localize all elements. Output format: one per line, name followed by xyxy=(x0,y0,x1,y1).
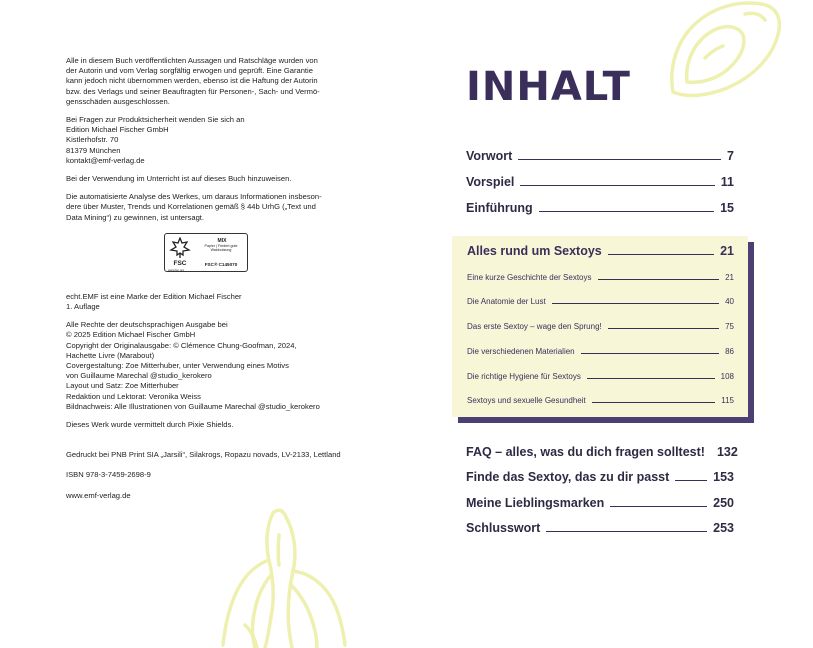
imprint-paragraph xyxy=(66,420,366,430)
toc-leader-line xyxy=(539,211,714,212)
toc-entry-label: Finde das Sextoy, das zu dir passt xyxy=(466,470,670,484)
imprint-line: gensschäden ausgeschlossen. xyxy=(66,96,170,106)
banana-illustration xyxy=(215,505,350,648)
imprint-line: Edition Michael Fischer GmbH xyxy=(66,125,169,135)
isbn: ISBN 978-3-7459-2698-9 xyxy=(66,470,151,480)
toc-subentry xyxy=(467,347,734,356)
imprint-line: echt.EMF ist eine Marke der Edition Michael Fischer xyxy=(66,291,242,301)
toc-leader-line xyxy=(546,531,707,532)
toc-leader-line xyxy=(587,378,715,379)
toc-subentry-label: Das erste Sextoy – wage den Sprung! xyxy=(467,322,602,331)
toc-subentry xyxy=(467,396,734,405)
toc-entry-page: 132 xyxy=(716,445,738,459)
toc-entry-page: 21 xyxy=(720,244,734,258)
toc-entry-page: 253 xyxy=(713,521,734,535)
imprint-paragraph xyxy=(66,56,366,107)
page-title: INHALT xyxy=(466,64,631,110)
imprint-line: Bildnachweis: Alle Illustrationen von Guillaume Marechal @studio_kerokero xyxy=(66,401,320,411)
fsc-description: Papier | Fördert gute Waldnutzung xyxy=(204,243,238,253)
toc-leader-line xyxy=(592,402,715,403)
toc-entry-page: 153 xyxy=(713,470,734,484)
imprint-paragraph xyxy=(66,174,366,184)
publisher-website: www.emf-verlag.de xyxy=(66,490,131,500)
imprint-line: Hachette Livre (Marabout) xyxy=(66,350,155,360)
fsc-mix: MIX xyxy=(217,237,227,244)
imprint-line: Kistlerhofstr. 70 xyxy=(66,135,119,145)
toc-subentry-label: Die richtige Hygiene für Sextoys xyxy=(467,372,581,381)
toc-entry xyxy=(466,201,734,215)
contact-email: kontakt@emf-verlag.de xyxy=(66,155,145,165)
imprint-text xyxy=(66,56,366,501)
toc-leader-line xyxy=(608,328,719,329)
chapter-heading xyxy=(467,244,734,258)
imprint-line: bzw. des Verlags und seiner Beauftragten für Personen-, Sach- und Vermö- xyxy=(66,86,320,96)
imprint-line: © 2025 Edition Michael Fischer GmbH xyxy=(66,330,196,340)
imprint-line: Alle in diesem Buch veröffentlichten Aussagen und Ratschläge wurden von xyxy=(66,56,318,65)
fsc-website: www.fsc.org xyxy=(168,267,185,272)
edition-line: 1. Auflage xyxy=(66,302,100,312)
toc-subentry xyxy=(467,273,734,282)
toc-leader-line xyxy=(520,185,714,186)
toc-entry-label: Alles rund um Sextoys xyxy=(467,244,602,258)
fsc-brand: FSC xyxy=(173,259,187,267)
imprint-paragraph xyxy=(66,450,366,460)
toc-entry-label: FAQ – alles, was du dich fragen solltest! xyxy=(466,445,705,459)
toc-subentry-page: 86 xyxy=(725,347,734,356)
toc-leader-line xyxy=(552,303,719,304)
toc-leader-line xyxy=(598,279,720,280)
toc-entry-page: 11 xyxy=(720,175,734,189)
imprint-line: Alle Rechte der deutschsprachigen Ausgabe bei xyxy=(66,320,228,330)
imprint-paragraph xyxy=(66,292,366,312)
toc-leader-line xyxy=(610,506,707,507)
toc-entry xyxy=(466,149,734,163)
toc-entry-page: 15 xyxy=(720,201,734,215)
toc-entry-label: Vorwort xyxy=(466,149,513,163)
imprint-line: Covergestaltung: Zoe Mitterhuber, unter Verwendung eines Motivs xyxy=(66,361,289,371)
sextoy-outline-illustration xyxy=(665,0,783,100)
imprint-paragraph xyxy=(66,320,366,412)
toc-subentry xyxy=(467,322,734,331)
chapter-box xyxy=(452,236,748,417)
toc-entry-label: Schlusswort xyxy=(466,521,541,535)
toc-entry xyxy=(466,521,734,535)
imprint-line: Layout und Satz: Zoe Mitterhuber xyxy=(66,381,179,391)
imprint-paragraph xyxy=(66,192,366,223)
toc-leader-line xyxy=(518,159,721,160)
toc-entry-label: Meine Lieblingsmarken xyxy=(466,496,605,510)
toc-subentry xyxy=(467,372,734,381)
toc-subentry-label: Die verschiedenen Materialien xyxy=(467,347,575,356)
imprint-line: Die automatisierte Analyse des Werkes, um daraus Informationen insbeson- xyxy=(66,192,322,202)
imprint-line: Data Mining“) zu gewinnen, ist untersagt. xyxy=(66,212,205,222)
toc-subentry-page: 40 xyxy=(725,297,734,306)
toc-subentry-label: Die Anatomie der Lust xyxy=(467,297,546,306)
imprint-line: Copyright der Originalausgabe: © Clémence Chung-Goofman, 2024, xyxy=(66,340,297,350)
fsc-tree-icon xyxy=(169,237,191,267)
toc-entry xyxy=(466,470,734,484)
toc-subentry-page: 108 xyxy=(720,372,734,381)
toc-subentry-page: 115 xyxy=(721,396,734,405)
fsc-logo xyxy=(164,233,248,272)
imprint-line: dere über Muster, Trends und Korrelationen gemäß § 44b UrhG („Text und xyxy=(66,202,316,212)
toc-entry-label: Vorspiel xyxy=(466,175,515,189)
toc-entry-label: Einführung xyxy=(466,201,533,215)
imprint-line: kann jedoch nicht übernommen werden, ebenso ist die Haftung der Autorin xyxy=(66,76,318,86)
toc-subentry-page: 75 xyxy=(725,322,734,331)
toc-leader-line xyxy=(675,480,707,481)
imprint-paragraph xyxy=(66,470,366,480)
toc-subentry xyxy=(467,297,734,306)
toc-entry-page: 250 xyxy=(713,496,734,510)
imprint-line: Dieses Werk wurde vermittelt durch Pixie Shields. xyxy=(66,420,234,430)
printer-line: Gedruckt bei PNB Print SIA „Jarsili“, Silakrogs, Ropazu novads, LV-2133, Lettland xyxy=(66,450,341,460)
toc-subentry-label: Eine kurze Geschichte der Sextoys xyxy=(467,273,592,282)
toc-subentry-label: Sextoys und sexuelle Gesundheit xyxy=(467,396,586,405)
toc-entry xyxy=(466,496,734,510)
imprint-paragraph xyxy=(66,491,366,501)
imprint-line: von Guillaume Marechal @studio_kerokero xyxy=(66,371,212,381)
toc-entry-page: 7 xyxy=(727,149,734,163)
imprint-line: Redaktion und Lektorat: Veronika Weiss xyxy=(66,391,201,401)
imprint-line: Bei Fragen zur Produktsicherheit wenden Sie sich an xyxy=(66,115,245,125)
fsc-code: FSC® C145070 xyxy=(204,261,238,267)
imprint-line: Bei der Verwendung im Unterricht ist auf dieses Buch hinzuweisen. xyxy=(66,174,292,184)
toc-entry xyxy=(466,175,734,189)
toc-leader-line xyxy=(608,254,714,255)
imprint-line: der Autorin und vom Verlag sorgfältig erwogen und geprüft. Eine Garantie xyxy=(66,66,313,76)
toc-leader-line xyxy=(581,353,719,354)
toc-entry xyxy=(466,445,738,459)
imprint-paragraph xyxy=(66,115,366,166)
imprint-line: 81379 München xyxy=(66,145,121,155)
toc-subentry-page: 21 xyxy=(725,273,734,282)
